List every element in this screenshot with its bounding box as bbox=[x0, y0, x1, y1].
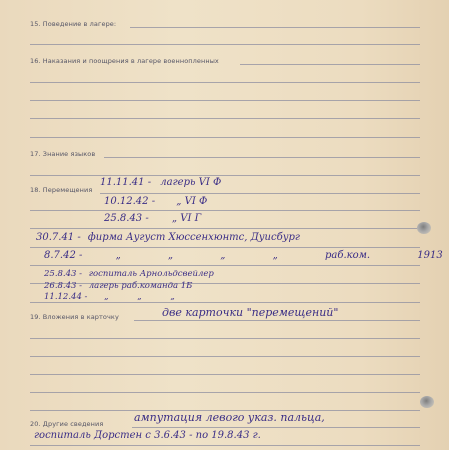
rule-line bbox=[30, 228, 420, 229]
section-17-label: 17. Знание языков bbox=[30, 150, 96, 158]
transfer-date: 25.8.43 - bbox=[44, 269, 83, 279]
rule-line bbox=[30, 137, 420, 138]
transfer-entry bbox=[104, 196, 207, 207]
transfer-date: 30.7.41 - bbox=[36, 232, 81, 243]
punch-hole bbox=[417, 222, 431, 234]
transfer-entry bbox=[44, 269, 214, 279]
transfer-date: 11.12.44 - bbox=[44, 292, 88, 302]
rule-line bbox=[134, 320, 420, 321]
transfer-entry bbox=[100, 177, 221, 188]
transfer-date: 25.8.43 - bbox=[104, 213, 149, 224]
rule-line bbox=[30, 210, 420, 211]
section-16-label: 16. Наказания и поощрения в лагере военнопленных bbox=[30, 57, 219, 65]
section-19-label: 19. Вложения в карточку bbox=[30, 313, 119, 321]
transfer-place: лагерь VI Ф bbox=[160, 177, 222, 188]
transfer-date: 8.7.42 - bbox=[44, 250, 83, 261]
rule-line bbox=[30, 374, 420, 375]
transfer-date: 26.8.43 - bbox=[44, 281, 83, 291]
rule-line bbox=[30, 356, 420, 357]
attachments-note: две карточки "перемещений" bbox=[162, 306, 339, 319]
rule-line bbox=[30, 338, 420, 339]
transfer-entry bbox=[104, 213, 201, 224]
rule-line bbox=[30, 392, 420, 393]
transfer-entry bbox=[44, 292, 175, 302]
transfer-entry bbox=[44, 250, 443, 261]
rule-line bbox=[30, 175, 420, 176]
rule-line bbox=[132, 427, 420, 428]
rule-line bbox=[100, 193, 420, 194]
transfer-place: фирма Аугуст Хюссенхюнтс, Дуисбург bbox=[87, 232, 300, 243]
transfer-entry bbox=[36, 232, 300, 243]
transfer-date: 10.12.42 - bbox=[104, 196, 156, 207]
punch-hole bbox=[420, 396, 434, 408]
transfer-place: лагерь раб.команда 1Б bbox=[88, 281, 193, 291]
transfer-date: 11.11.41 - bbox=[100, 177, 152, 188]
transfer-place: „ VI Г bbox=[171, 213, 202, 224]
other-info-line-2: госпиталь Дорстен с 3.6.43 - по 19.8.43 г. bbox=[34, 430, 261, 441]
rule-line bbox=[30, 265, 420, 266]
rule-line bbox=[30, 82, 420, 83]
transfer-entry bbox=[44, 281, 192, 291]
transfer-place: „ VI Ф bbox=[176, 196, 208, 207]
other-info-line-1: ампутация левого указ. пальца, bbox=[134, 411, 325, 424]
rule-line bbox=[30, 100, 420, 101]
rule-line bbox=[240, 64, 420, 65]
section-20-label: 20. Другие сведения bbox=[30, 420, 104, 428]
rule-line bbox=[104, 157, 420, 158]
rule-line bbox=[30, 302, 420, 303]
rule-line bbox=[130, 27, 420, 28]
rule-line bbox=[30, 247, 420, 248]
transfer-place: „ „ „ bbox=[104, 292, 175, 302]
section-18-label: 18. Перемещения bbox=[30, 186, 93, 194]
rule-line bbox=[30, 118, 420, 119]
section-15-label: 15. Поведение в лагере: bbox=[30, 20, 117, 28]
transfer-place: „ „ „ „ раб.ком. 1913 bbox=[115, 250, 443, 261]
transfer-place: госпиталь Арнольдсвейлер bbox=[88, 269, 214, 279]
rule-line bbox=[30, 44, 420, 45]
rule-line bbox=[30, 445, 420, 446]
